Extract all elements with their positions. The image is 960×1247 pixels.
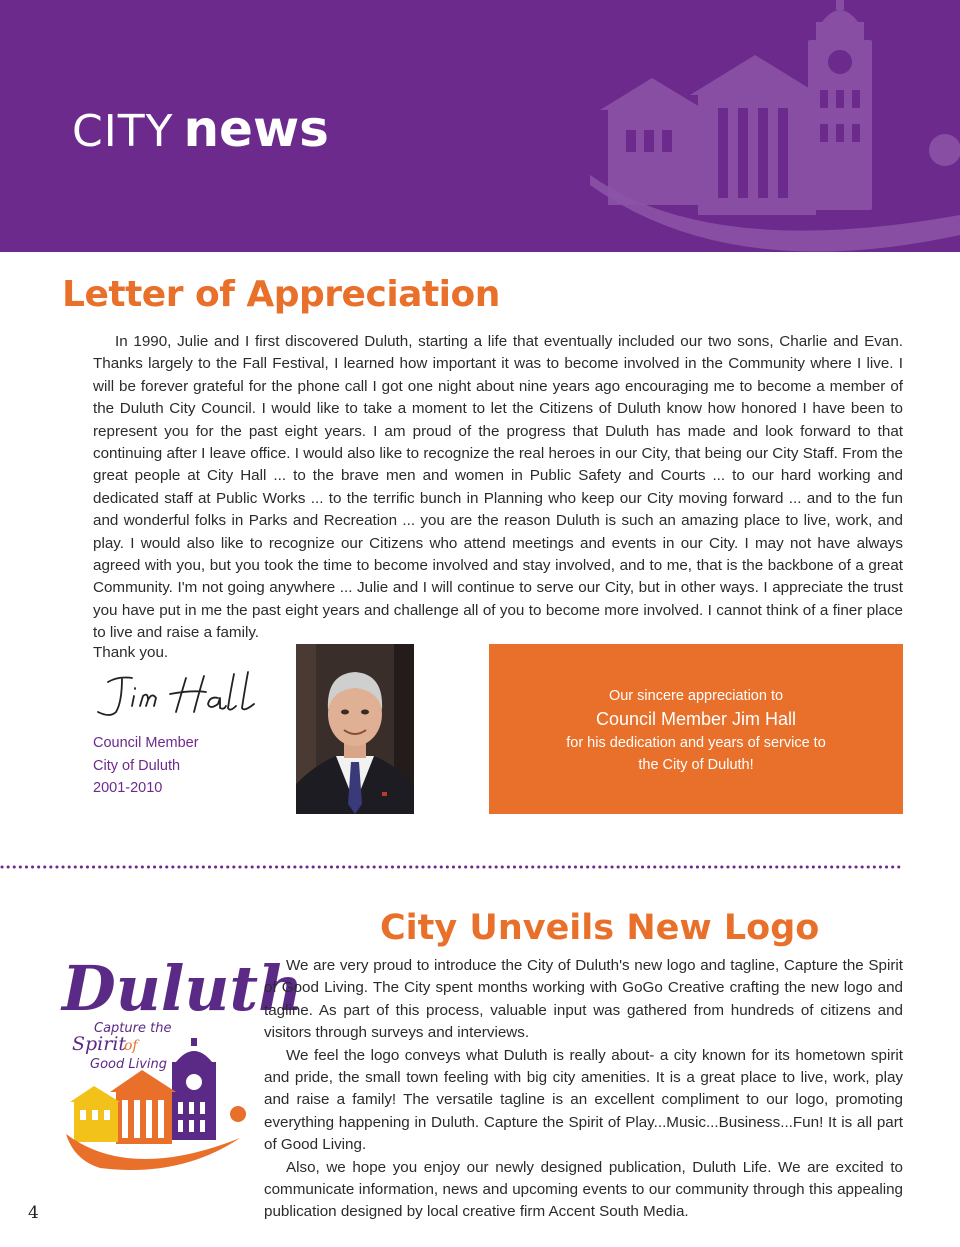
page-number: 4	[28, 1203, 39, 1223]
signature	[88, 668, 278, 722]
signer-years: 2001-2010	[93, 780, 163, 796]
signer-title: Council Member	[93, 735, 199, 751]
logo-article-paragraph-3: Also, we hope you enjoy our newly designed publication, Duluth Life. We are excited to communicate information, news and upcoming events to our community through this appealing publication designed by local creative firm Accent South Media.	[264, 1158, 903, 1221]
letter-body: In 1990, Julie and I first discovered Duluth, starting a life that eventually included our two sons, Charlie and Evan. Thanks largely to the Fall Festival, I learned how important it was to become involved in the Community where I live. I will be forever grateful for the phone call I got one night about nine years ago encouraging me to become a member of the Duluth City Council. I would like to take a moment to let the Citizens of Duluth know how honored I have been to represent you for the past eight years. I am proud of the progress that Duluth has made and look forward to that continuing after I leave office. I would also like to recognize the real heroes in our City, that being our City Staff. From the great people at City Hall ... to the brave men and women in Public Safety and Courts ... to our hard working and dedicated staff at Public Works ... to the terrific bunch in Planning who keep our City moving forward ... and to the fun and wonderful folks in Parks and Recreation ... you are the reason Duluth is such an amazing place to live, work, and play. I would also like to recognize our Citizens who attend meetings and events in our City. I may not have always agreed with you, but you took the time to become involved and stay involved, and to me, that is the backbone of a great Community. I'm not going anywhere ... Julie and I will continue to serve our City, but in other ways. I appreciate the trust you have put in me the past eight years and challenge all of you to become more involved. I cannot think of a finer place to live and raise a family.	[93, 333, 903, 642]
logo-tag-spirit: Spirit	[72, 1033, 127, 1055]
section-title-light: CITY	[72, 106, 174, 157]
logo-article-paragraph-2: We feel the logo conveys what Duluth is really about- a city known for its hometown spirit and pride, the small town feeling with big city amenities. It is a great place to live, work, play and raise a family! The versatile tagline is an excellent compliment to our logo, promoting everything happening in Duluth. Capture the Spirit of Play...Music...Business...Fun! It is all part of Good Living.	[264, 1046, 903, 1154]
logo-article-body	[264, 955, 903, 1224]
section-title	[72, 100, 329, 158]
header-banner	[0, 0, 960, 252]
duluth-logo	[60, 942, 304, 1182]
section-divider	[0, 865, 905, 869]
logo-wordmark: Duluth	[62, 952, 304, 1025]
appreciation-box	[489, 644, 903, 814]
logo-article-paragraph-1: We are very proud to introduce the City of Duluth's new logo and tagline, Capture the Spirit of Good Living. The City spent months working with GoGo Creative crafting the new logo and tagline. As part of this process, valuable input was gathered from hundreds of citizens and visitors through surveys and interviews.	[264, 957, 903, 1042]
appreciation-line-2: Council Member Jim Hall	[595, 709, 797, 729]
signer-organization: City of Duluth	[93, 757, 181, 774]
signature-block	[93, 732, 199, 800]
letter-closing: Thank you.	[93, 644, 169, 661]
logo-tag-of: of	[124, 1038, 138, 1054]
section-title-bold: news	[183, 100, 329, 158]
logo-tag-good: Good Living	[90, 1057, 168, 1072]
logo-tag-capture: Capture the	[94, 1021, 172, 1036]
appreciation-line-1: Our sincere appreciation to	[608, 688, 784, 704]
logo-article-heading: City Unveils New Logo	[380, 908, 820, 948]
appreciation-line-3: for his dedication and years of service to	[566, 735, 826, 751]
letter-heading: Letter of Appreciation	[62, 274, 500, 315]
appreciation-line-4: the City of Duluth!	[638, 757, 754, 773]
city-buildings-watermark-icon	[590, 0, 960, 252]
portrait-photo	[296, 644, 414, 814]
